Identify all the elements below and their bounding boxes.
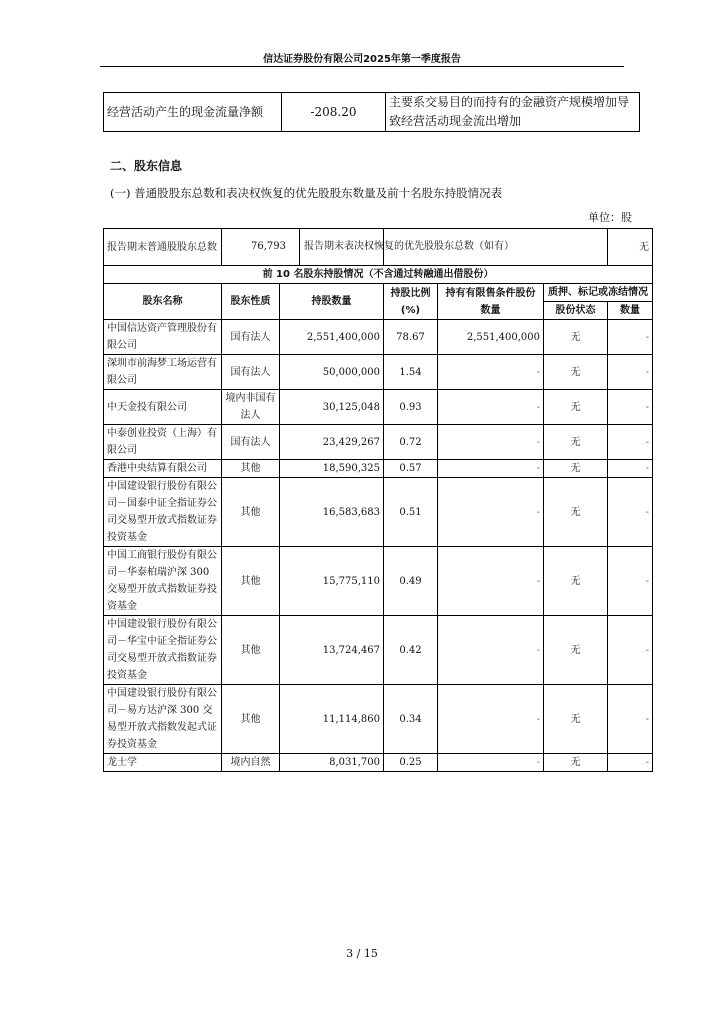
col-pledge-status: 股份状态 [544,302,608,320]
holding-ratio: 0.34 [384,685,438,754]
shareholder-name: 中国建设银行股份有限公司－华宝中证全指证券公司交易型开放式指数证券投资基金 [104,616,222,685]
restricted-shares: - [438,425,544,460]
shareholder-nature: 境内自然 [222,754,280,772]
holding-ratio: 0.42 [384,616,438,685]
shareholder-name: 深圳市前海梦工场运营有限公司 [104,355,222,390]
shareholder-name: 中国信达资产管理股份有限公司 [104,320,222,355]
shareholder-name: 中泰创业投资（上海）有限公司 [104,425,222,460]
table-row [104,478,653,547]
holding-ratio: 0.57 [384,460,438,478]
pledge-status: 无 [544,390,608,425]
pledge-qty: - [608,754,653,772]
cashflow-label: 经营活动产生的现金流量净额 [104,93,282,132]
holding-ratio: 0.93 [384,390,438,425]
shares-held: 15,775,110 [280,547,384,616]
shareholder-nature: 境内非国有法人 [222,390,280,425]
pledge-status: 无 [544,355,608,390]
restricted-shares: - [438,754,544,772]
pledge-qty: - [608,478,653,547]
preferred-shareholders-label: 报告期末表决权恢复的优先股股东总数（如有） [299,229,380,265]
report-header-title: 信达证券股份有限公司2025年第一季度报告 [263,54,461,65]
holding-ratio: 0.25 [384,754,438,772]
col-name: 股东名称 [104,284,222,320]
pledge-qty: - [608,355,653,390]
table-row [104,320,653,355]
shareholder-name: 中国建设银行股份有限公司－国泰中证全指证券公司交易型开放式指数证券投资基金 [104,478,222,547]
section-subtitle: (一) 普通股股东总数和表决权恢复的优先股股东数量及前十名股东持股情况表 [110,186,503,200]
shareholder-name: 中天金投有限公司 [104,390,222,425]
pledge-status: 无 [544,547,608,616]
shares-held: 2,551,400,000 [280,320,384,355]
restricted-shares: - [438,355,544,390]
shareholder-nature: 国有法人 [222,320,280,355]
shareholder-nature: 其他 [222,460,280,478]
shares-held: 30,125,048 [280,390,384,425]
pledge-status: 无 [544,685,608,754]
header-divider [100,66,624,67]
pledge-qty: - [608,390,653,425]
shares-held: 16,583,683 [280,478,384,547]
total-shareholders-value [222,229,514,266]
shareholder-nature: 其他 [222,478,280,547]
shareholder-table [103,228,653,772]
shareholder-name: 中国建设银行股份有限公司－易方达沪深 300 交易型开放式指数发起式证券投资基金 [104,685,222,754]
shareholder-name: 香港中央结算有限公司 [104,460,222,478]
pledge-status: 无 [544,320,608,355]
col-pledge-qty: 数量 [608,302,653,320]
restricted-shares: - [438,460,544,478]
pledge-status: 无 [544,425,608,460]
restricted-shares: - [438,390,544,425]
col-pledge-group: 质押、标记或冻结情况 [544,284,653,302]
shares-held: 13,724,467 [280,616,384,685]
preferred-shareholders-value: 无 [608,229,653,266]
pledge-qty: - [608,616,653,685]
shares-held: 18,590,325 [280,460,384,478]
pledge-qty: - [608,425,653,460]
header-row-1 [104,284,653,302]
restricted-shares: - [438,547,544,616]
cashflow-table [103,92,640,132]
shareholder-name: 龙士学 [104,754,222,772]
holding-ratio: 0.72 [384,425,438,460]
shares-held: 23,429,267 [280,425,384,460]
top10-caption-row [104,266,653,284]
summary-row [104,229,653,266]
table-row [104,425,653,460]
pledge-qty: - [608,320,653,355]
table-row [104,460,653,478]
cashflow-value: -208.20 [282,93,386,132]
table-row [104,616,653,685]
table-row [104,355,653,390]
pledge-status: 无 [544,478,608,547]
pledge-qty: - [608,547,653,616]
shareholder-nature: 其他 [222,547,280,616]
section-title: 二、股东信息 [110,159,183,173]
total-shareholders-number: 76,793 [251,241,286,252]
shareholder-nature: 国有法人 [222,355,280,390]
shareholder-name: 中国工商银行股份有限公司－华泰柏瑞沪深 300 交易型开放式指数证券投资基金 [104,547,222,616]
restricted-shares: 2,551,400,000 [438,320,544,355]
restricted-shares: - [438,478,544,547]
shareholder-nature: 其他 [222,616,280,685]
page-number: 3 / 15 [346,947,378,960]
col-shares: 持股数量 [280,284,384,320]
col-nature: 股东性质 [222,284,280,320]
cashflow-reason: 主要系交易目的而持有的金融资产规模增加导致经营活动现金流出增加 [386,93,640,132]
col-ratio: 持股比例(%) [384,284,438,320]
holding-ratio: 1.54 [384,355,438,390]
shareholder-nature: 国有法人 [222,425,280,460]
restricted-shares: - [438,685,544,754]
restricted-shares: - [438,616,544,685]
pledge-status: 无 [544,460,608,478]
shares-held: 50,000,000 [280,355,384,390]
table-row [104,754,653,772]
shareholder-nature: 其他 [222,685,280,754]
shares-held: 8,031,700 [280,754,384,772]
unit-label: 单位：股 [588,211,632,224]
cashflow-row [104,93,640,132]
col-restricted: 持有有限售条件股份数量 [438,284,544,320]
pledge-qty: - [608,685,653,754]
pledge-status: 无 [544,616,608,685]
top10-caption: 前 10 名股东持股情况（不含通过转融通出借股份） [104,266,653,284]
holding-ratio: 78.67 [384,320,438,355]
table-row [104,685,653,754]
holding-ratio: 0.51 [384,478,438,547]
pledge-qty: - [608,460,653,478]
total-shareholders-label: 报告期末普通股股东总数 [104,229,222,266]
holding-ratio: 0.49 [384,547,438,616]
shares-held: 11,114,860 [280,685,384,754]
pledge-status: 无 [544,754,608,772]
table-row [104,547,653,616]
table-row [104,390,653,425]
